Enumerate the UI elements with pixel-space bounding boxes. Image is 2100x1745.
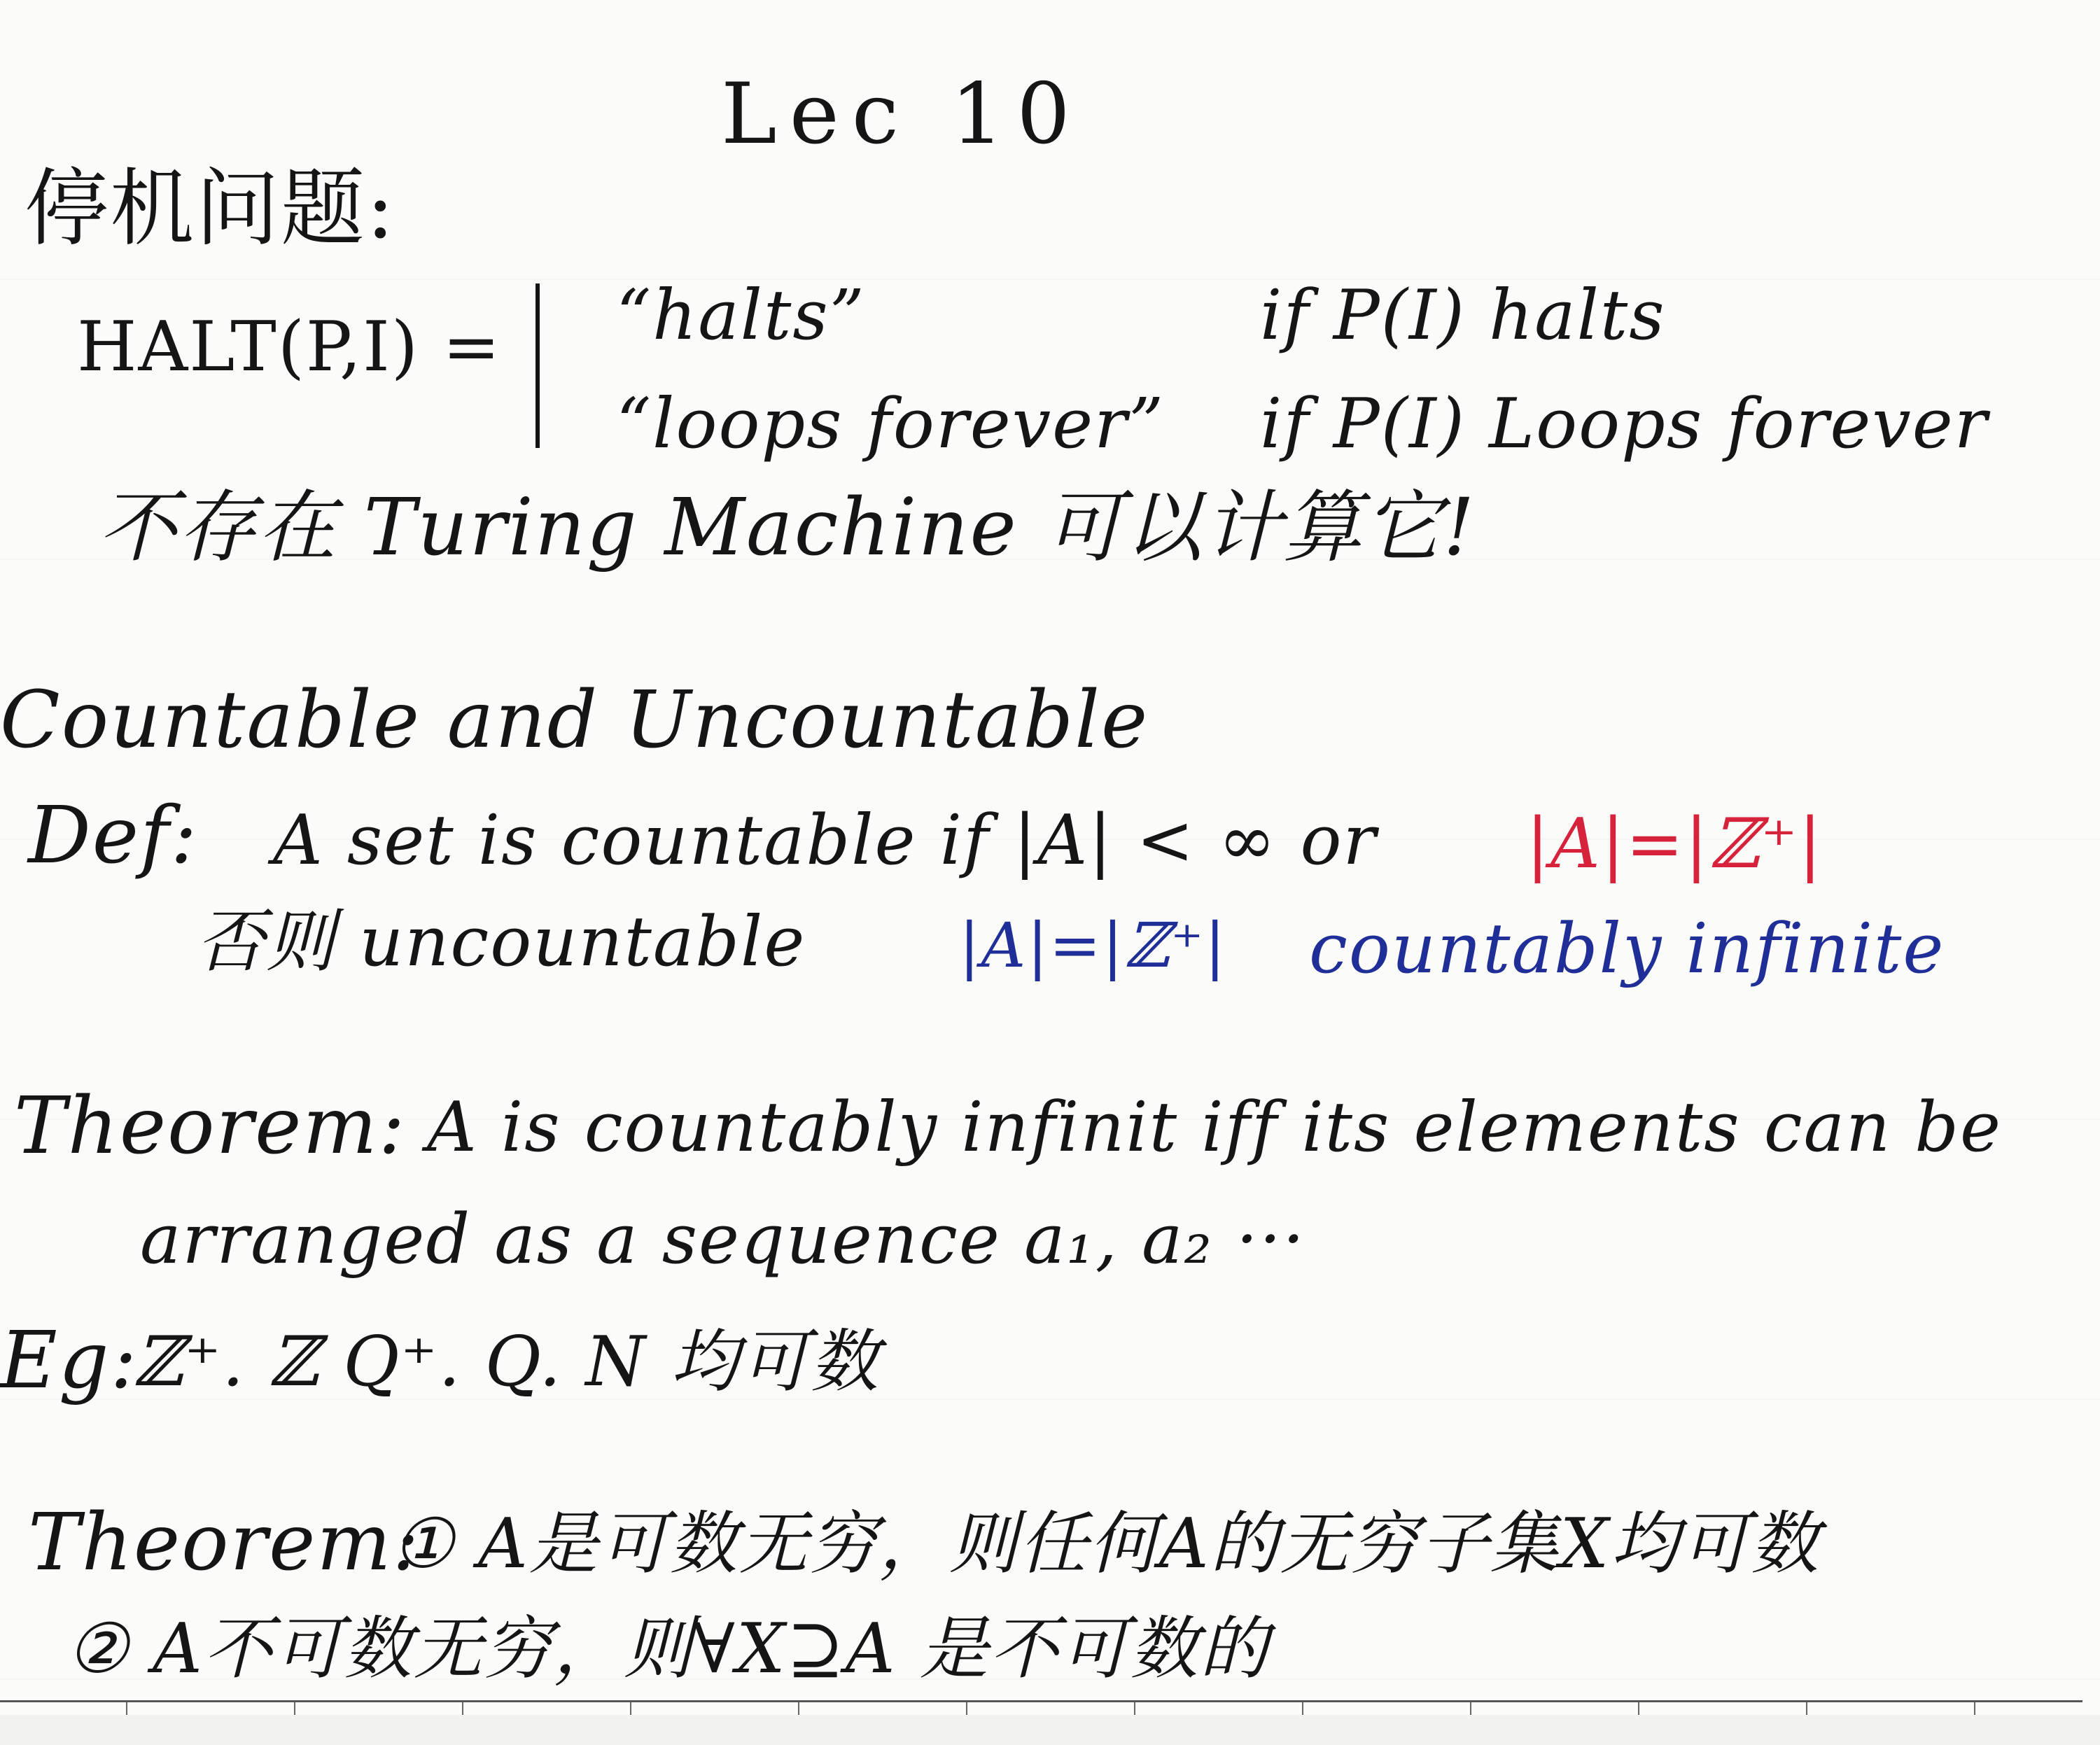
countable-heading: Countable and Uncountable [0,675,1149,766]
halt-lhs: HALT(P,I) = [77,307,502,387]
def-label: Def: [28,790,199,881]
halt-case1-condition: if P(I) halts [1260,276,1666,356]
paper-edge [0,1715,2100,1745]
otherwise-uncountable: 否则 uncountable [196,902,806,982]
halt-case2-condition: if P(I) Loops forever [1260,384,1989,464]
theorem2-item1: ① A是可数无穷，则任何A的无穷子集X均可数 [392,1504,1821,1584]
brace-symbol [536,283,547,448]
ruled-line [0,1700,2082,1702]
example-text: ℤ⁺. ℤ Q⁺. Q. N 均可数 [133,1322,881,1402]
def-text: A set is countable if |A| < ∞ or [273,801,1378,881]
def-red-equation: |A|=|ℤ⁺| [1526,804,1823,884]
theorem1-line2: arranged as a sequence a₁, a₂ ··· [140,1200,1306,1280]
halt-case2-value: “loops forever” [616,384,1166,464]
theorem1-line1: A is countably infinit iff its elements can be [427,1088,2003,1168]
theorem2-label: Theorem: [28,1497,421,1588]
example-label: Eg: [0,1315,139,1406]
halt-case1-value: “halts” [616,276,866,356]
theorem2-item2: ② A不可数无穷，则∀X⊇A 是不可数的 [66,1609,1270,1689]
page-title: Lec 10 [721,66,1083,163]
halting-conclusion: 不存在 Turing Machine 可以计算它! [98,482,1476,573]
blue-equation: |A|=|ℤ⁺| [959,909,1227,981]
theorem1-label: Theorem: [14,1081,407,1172]
halting-heading: 停机问题: [24,160,396,258]
countably-infinite-term: countably infinite [1309,909,1945,989]
